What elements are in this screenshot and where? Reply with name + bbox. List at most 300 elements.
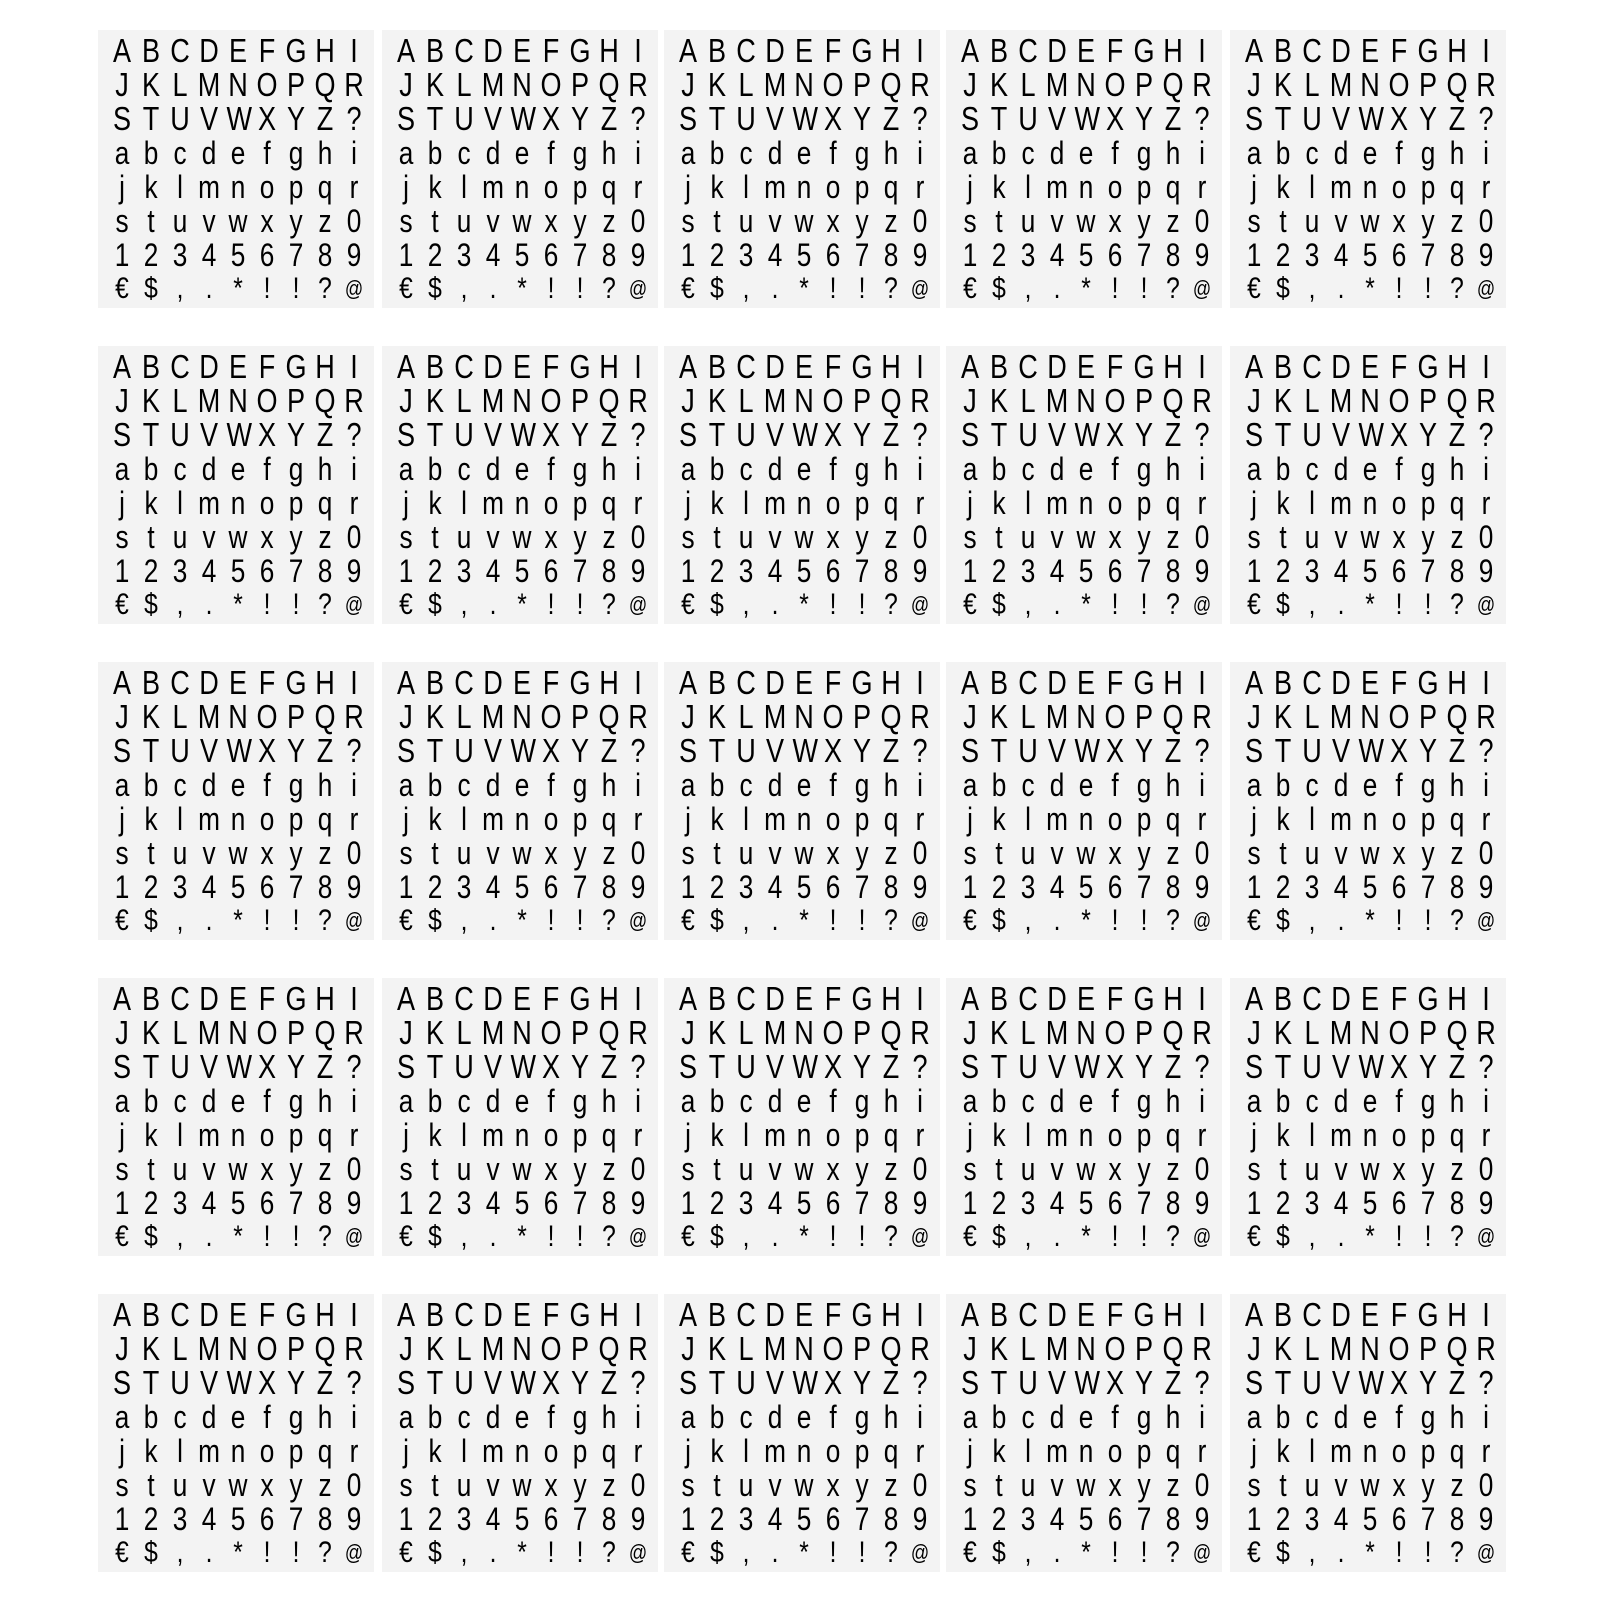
sticker-glyph: a <box>1246 767 1262 803</box>
sticker-glyph: 1 <box>680 869 696 905</box>
sticker-glyph: 8 <box>883 1501 899 1537</box>
sticker-glyph: c <box>1305 451 1319 487</box>
sticker-glyph: F <box>1106 1296 1124 1333</box>
sticker-glyph: 7 <box>1136 237 1152 273</box>
sticker-glyph: K <box>141 1330 161 1367</box>
sticker-row <box>956 1186 1216 1220</box>
sticker-glyph: w <box>1360 519 1380 555</box>
sticker-glyph: 3 <box>456 869 472 905</box>
sticker-glyph: d <box>201 135 217 171</box>
sticker-glyph: H <box>1163 348 1183 385</box>
sticker-glyph: € <box>399 272 413 305</box>
sticker-glyph: x <box>544 203 558 239</box>
sticker-glyph: ! <box>547 1536 555 1569</box>
sticker-row <box>956 554 1216 588</box>
sticker-glyph: , <box>176 1536 184 1569</box>
sticker-glyph: f <box>547 451 555 487</box>
sticker-glyph: K <box>425 66 445 103</box>
sticker-glyph: V <box>1331 416 1351 453</box>
sticker-glyph: x <box>1108 1467 1122 1503</box>
sticker-row <box>392 384 652 418</box>
sticker-row <box>956 452 1216 486</box>
sticker-glyph: c <box>739 135 753 171</box>
sticker-glyph: A <box>960 980 980 1017</box>
sticker-glyph: j <box>1251 1433 1257 1469</box>
sticker-glyph: u <box>456 1467 472 1503</box>
sticker-glyph: D <box>1047 348 1067 385</box>
sticker-glyph: y <box>573 519 587 555</box>
sticker-glyph: v <box>1334 1467 1348 1503</box>
sticker-glyph: A <box>112 664 132 701</box>
sticker-glyph: A <box>1244 980 1264 1017</box>
sticker-glyph: T <box>708 732 726 769</box>
sticker-glyph: m <box>1046 1433 1068 1469</box>
sticker-sheet <box>1230 346 1506 624</box>
sticker-glyph: N <box>794 1014 814 1051</box>
sticker-row <box>392 520 652 554</box>
sticker-glyph: Z <box>1448 1048 1466 1085</box>
sticker-row <box>674 34 934 68</box>
sticker-glyph: 4 <box>1333 869 1349 905</box>
sticker-glyph: J <box>399 1330 413 1367</box>
sticker-glyph: K <box>707 382 727 419</box>
sticker-glyph: h <box>317 135 333 171</box>
sticker-sheet <box>382 346 658 624</box>
sticker-glyph: X <box>541 100 561 137</box>
sticker-glyph: Q <box>314 382 336 419</box>
sticker-glyph: $ <box>144 1220 158 1253</box>
sticker-glyph: 3 <box>172 553 188 589</box>
sticker-glyph: B <box>1273 664 1293 701</box>
sticker-glyph: Y <box>1418 1048 1438 1085</box>
sticker-glyph: K <box>425 698 445 735</box>
sticker-row <box>108 418 368 452</box>
sticker-glyph: ? <box>884 904 898 937</box>
sticker-glyph: Z <box>1164 1048 1182 1085</box>
sticker-glyph: e <box>1078 767 1094 803</box>
sticker-glyph: p <box>1136 801 1152 837</box>
sticker-glyph: 9 <box>912 553 928 589</box>
sticker-glyph: O <box>256 382 278 419</box>
sticker-glyph: I <box>1482 32 1490 69</box>
sticker-glyph: h <box>883 1399 899 1435</box>
sticker-glyph: h <box>883 767 899 803</box>
sticker-glyph: s <box>963 519 977 555</box>
sticker-glyph: o <box>1391 1433 1407 1469</box>
sticker-glyph: O <box>1388 1330 1410 1367</box>
sticker-glyph: A <box>1244 664 1264 701</box>
sticker-glyph: g <box>1420 135 1436 171</box>
sticker-glyph: S <box>112 100 132 137</box>
sticker-row <box>956 520 1216 554</box>
sticker-glyph: G <box>851 32 873 69</box>
sticker-glyph: L <box>172 1014 188 1051</box>
sticker-glyph: Q <box>1162 66 1184 103</box>
sticker-glyph: 5 <box>230 1185 246 1221</box>
sticker-glyph: U <box>170 1048 190 1085</box>
sticker-glyph: w <box>512 1467 532 1503</box>
sticker-row <box>674 666 934 700</box>
sticker-glyph: r <box>349 1117 359 1153</box>
sticker-glyph: O <box>540 1330 562 1367</box>
sticker-glyph: L <box>1020 1330 1036 1367</box>
sticker-glyph: q <box>1449 1117 1465 1153</box>
sticker-glyph: 6 <box>1391 1501 1407 1537</box>
sticker-glyph: 0 <box>346 1151 362 1187</box>
sticker-glyph: Y <box>286 100 306 137</box>
sticker-glyph: y <box>573 1151 587 1187</box>
sticker-glyph: ! <box>858 1536 866 1569</box>
sticker-glyph: @ <box>1192 908 1212 933</box>
sticker-glyph: ? <box>1166 272 1180 305</box>
sticker-glyph: 7 <box>572 237 588 273</box>
sticker-glyph: l <box>177 1433 183 1469</box>
sticker-glyph: T <box>990 1364 1008 1401</box>
sticker-glyph: S <box>112 1048 132 1085</box>
sticker-glyph: a <box>398 451 414 487</box>
sticker-glyph: v <box>1050 835 1064 871</box>
sticker-glyph: w <box>1076 519 1096 555</box>
sticker-glyph: a <box>962 1399 978 1435</box>
sticker-glyph: c <box>457 1083 471 1119</box>
sticker-glyph: i <box>917 1083 923 1119</box>
sticker-glyph: q <box>601 485 617 521</box>
sticker-glyph: u <box>1020 1467 1036 1503</box>
sticker-glyph: c <box>739 1083 753 1119</box>
sticker-row <box>674 904 934 938</box>
sticker-glyph: ? <box>318 1220 332 1253</box>
sticker-glyph: E <box>512 1296 532 1333</box>
sticker-glyph: Q <box>314 1014 336 1051</box>
sticker-sheet <box>664 1294 940 1572</box>
sticker-glyph: g <box>1136 451 1152 487</box>
sticker-glyph: T <box>426 1048 444 1085</box>
sticker-glyph: c <box>173 1399 187 1435</box>
sticker-glyph: y <box>1421 519 1435 555</box>
sticker-glyph: € <box>399 1536 413 1569</box>
sticker-glyph: H <box>1447 664 1467 701</box>
sticker-row <box>1240 384 1500 418</box>
sticker-glyph: @ <box>1476 1540 1496 1565</box>
sticker-glyph: I <box>1482 664 1490 701</box>
sticker-glyph: p <box>1136 1117 1152 1153</box>
sticker-glyph: ! <box>1424 904 1432 937</box>
sticker-glyph: P <box>1418 1014 1438 1051</box>
sticker-glyph: 8 <box>317 1185 333 1221</box>
sticker-glyph: c <box>739 1399 753 1435</box>
sticker-glyph: n <box>514 1433 530 1469</box>
sticker-glyph: € <box>1247 1536 1261 1569</box>
sticker-glyph: n <box>1078 485 1094 521</box>
sticker-glyph: ? <box>1166 904 1180 937</box>
sticker-glyph: i <box>351 1399 357 1435</box>
sticker-glyph: 8 <box>601 237 617 273</box>
sticker-glyph: I <box>634 348 642 385</box>
sticker-glyph: E <box>228 348 248 385</box>
sticker-glyph: O <box>1104 382 1126 419</box>
sticker-glyph: H <box>1447 32 1467 69</box>
sticker-glyph: $ <box>1276 1536 1290 1569</box>
sticker-glyph: J <box>115 1330 129 1367</box>
sticker-glyph: 0 <box>630 1467 646 1503</box>
sticker-glyph: A <box>960 664 980 701</box>
sticker-glyph: J <box>115 382 129 419</box>
sticker-glyph: J <box>399 66 413 103</box>
sticker-glyph: 1 <box>114 1185 130 1221</box>
sticker-glyph: i <box>635 1083 641 1119</box>
sticker-glyph: s <box>1247 519 1261 555</box>
sticker-glyph: @ <box>1192 592 1212 617</box>
sticker-glyph: I <box>916 348 924 385</box>
sticker-glyph: y <box>1421 1467 1435 1503</box>
sticker-glyph: @ <box>1476 276 1496 301</box>
sticker-row <box>674 1502 934 1536</box>
sticker-sheet <box>1230 30 1506 308</box>
sticker-glyph: R <box>910 698 930 735</box>
sticker-glyph: D <box>483 32 503 69</box>
sticker-glyph: Y <box>852 100 872 137</box>
sticker-glyph: a <box>114 135 130 171</box>
sticker-glyph: W <box>1074 1048 1101 1085</box>
sticker-glyph: 4 <box>767 1185 783 1221</box>
sticker-glyph: K <box>425 1014 445 1051</box>
sticker-glyph: y <box>289 203 303 239</box>
sticker-glyph: 9 <box>1194 1185 1210 1221</box>
sticker-glyph: O <box>256 698 278 735</box>
sticker-glyph: 9 <box>912 1501 928 1537</box>
sticker-glyph: A <box>396 1296 416 1333</box>
sticker-glyph: D <box>199 348 219 385</box>
sticker-glyph: P <box>570 1014 590 1051</box>
sticker-row <box>1240 870 1500 904</box>
sticker-glyph: R <box>1476 1014 1496 1051</box>
sticker-glyph: 6 <box>825 869 841 905</box>
sticker-sheet <box>664 30 940 308</box>
sticker-glyph: S <box>678 416 698 453</box>
sticker-glyph: i <box>351 135 357 171</box>
sticker-glyph: i <box>635 451 641 487</box>
sticker-glyph: E <box>1360 980 1380 1017</box>
sticker-glyph: ? <box>884 1220 898 1253</box>
sticker-row <box>1240 802 1500 836</box>
sticker-glyph: T <box>708 416 726 453</box>
sticker-glyph: s <box>399 1151 413 1187</box>
sticker-glyph: K <box>1273 698 1293 735</box>
sticker-glyph: L <box>738 698 754 735</box>
sticker-glyph: E <box>1360 1296 1380 1333</box>
sticker-glyph: c <box>1021 1083 1035 1119</box>
sticker-glyph: T <box>142 416 160 453</box>
sticker-glyph: u <box>1020 1151 1036 1187</box>
sticker-row <box>674 1118 934 1152</box>
sticker-glyph: r <box>1197 801 1207 837</box>
sticker-row <box>1240 1016 1500 1050</box>
sticker-glyph: @ <box>910 908 930 933</box>
sticker-glyph: X <box>1389 416 1409 453</box>
sticker-glyph: x <box>1392 203 1406 239</box>
sticker-row <box>392 700 652 734</box>
sticker-glyph: K <box>141 698 161 735</box>
sticker-glyph: U <box>454 1364 474 1401</box>
sticker-glyph: 7 <box>572 869 588 905</box>
sticker-glyph: t <box>713 1151 721 1187</box>
sticker-glyph: w <box>794 203 814 239</box>
sticker-glyph: m <box>482 485 504 521</box>
sticker-glyph: . <box>1053 1220 1061 1253</box>
sticker-glyph: ? <box>1194 732 1210 769</box>
sticker-row <box>1240 1298 1500 1332</box>
sticker-glyph: 4 <box>485 869 501 905</box>
sticker-glyph: ! <box>829 1536 837 1569</box>
sticker-glyph: L <box>738 1330 754 1367</box>
sticker-glyph: f <box>1111 135 1119 171</box>
sticker-row <box>392 452 652 486</box>
sticker-glyph: v <box>1334 203 1348 239</box>
sticker-glyph: F <box>824 980 842 1017</box>
sticker-glyph: € <box>399 588 413 621</box>
sticker-glyph: c <box>173 451 187 487</box>
sticker-glyph: a <box>962 767 978 803</box>
sticker-glyph: A <box>678 32 698 69</box>
sticker-glyph: ? <box>884 1536 898 1569</box>
sticker-row <box>674 1468 934 1502</box>
sticker-glyph: 1 <box>398 869 414 905</box>
sticker-glyph: h <box>1165 767 1181 803</box>
sticker-glyph: Q <box>1162 382 1184 419</box>
sticker-glyph: u <box>456 835 472 871</box>
sticker-glyph: q <box>601 801 617 837</box>
sticker-glyph: , <box>742 272 750 305</box>
sticker-glyph: * <box>233 904 243 937</box>
sticker-glyph: U <box>454 100 474 137</box>
sticker-row <box>674 1536 934 1570</box>
sticker-glyph: X <box>1389 732 1409 769</box>
sticker-glyph: D <box>1047 32 1067 69</box>
sticker-glyph: f <box>1111 451 1119 487</box>
sticker-glyph: 6 <box>543 1501 559 1537</box>
sticker-glyph: , <box>176 904 184 937</box>
sticker-glyph: 0 <box>912 1151 928 1187</box>
sticker-glyph: D <box>1047 980 1067 1017</box>
sticker-glyph: o <box>543 1117 559 1153</box>
sticker-glyph: E <box>794 32 814 69</box>
sticker-glyph: Q <box>1446 1014 1468 1051</box>
sticker-sheet <box>98 346 374 624</box>
sticker-glyph: f <box>547 767 555 803</box>
sticker-glyph: G <box>569 1296 591 1333</box>
sticker-glyph: G <box>285 32 307 69</box>
sticker-glyph: i <box>917 451 923 487</box>
sticker-glyph: u <box>172 1467 188 1503</box>
sticker-row <box>1240 136 1500 170</box>
sticker-glyph: z <box>318 835 332 871</box>
sticker-glyph: A <box>960 1296 980 1333</box>
sticker-row <box>108 554 368 588</box>
sticker-glyph: b <box>1275 1083 1291 1119</box>
sticker-glyph: $ <box>992 904 1006 937</box>
sticker-glyph: b <box>991 767 1007 803</box>
sticker-sheet <box>946 1294 1222 1572</box>
sticker-glyph: r <box>1481 1117 1491 1153</box>
sticker-glyph: o <box>825 169 841 205</box>
sticker-glyph: p <box>1420 1117 1436 1153</box>
sticker-glyph: 0 <box>630 1151 646 1187</box>
sticker-glyph: ! <box>576 588 584 621</box>
sticker-glyph: S <box>960 1048 980 1085</box>
sticker-glyph: 6 <box>543 869 559 905</box>
sticker-glyph: 7 <box>572 1185 588 1221</box>
sticker-glyph: B <box>989 664 1009 701</box>
sticker-glyph: z <box>884 835 898 871</box>
sticker-glyph: N <box>512 698 532 735</box>
sticker-glyph: I <box>1198 348 1206 385</box>
sticker-glyph: M <box>1045 382 1069 419</box>
sticker-glyph: S <box>1244 100 1264 137</box>
sticker-glyph: Y <box>1418 100 1438 137</box>
sticker-row <box>674 870 934 904</box>
sticker-glyph: 2 <box>991 553 1007 589</box>
sticker-row <box>956 1016 1216 1050</box>
sticker-glyph: k <box>144 801 158 837</box>
sticker-glyph: $ <box>992 1536 1006 1569</box>
sticker-glyph: M <box>197 1330 221 1367</box>
sticker-glyph: A <box>678 664 698 701</box>
sticker-glyph: ? <box>602 588 616 621</box>
sticker-glyph: * <box>1081 588 1091 621</box>
sticker-glyph: 5 <box>514 1501 530 1537</box>
sticker-glyph: Y <box>570 100 590 137</box>
sticker-glyph: e <box>1362 767 1378 803</box>
sticker-glyph: s <box>1247 835 1261 871</box>
sticker-row <box>392 1118 652 1152</box>
sticker-glyph: F <box>1390 664 1408 701</box>
sticker-row <box>392 1220 652 1254</box>
sticker-glyph: E <box>1360 348 1380 385</box>
sticker-glyph: Z <box>1164 416 1182 453</box>
sticker-glyph: 4 <box>485 237 501 273</box>
sticker-glyph: I <box>1198 32 1206 69</box>
sticker-glyph: e <box>1362 1083 1378 1119</box>
sticker-glyph: u <box>1304 1151 1320 1187</box>
sticker-glyph: N <box>512 1014 532 1051</box>
sticker-glyph: $ <box>1276 904 1290 937</box>
sticker-glyph: L <box>1020 66 1036 103</box>
sticker-glyph: e <box>1078 1083 1094 1119</box>
sticker-glyph: K <box>1273 1014 1293 1051</box>
sticker-glyph: E <box>794 980 814 1017</box>
sticker-glyph: h <box>1165 135 1181 171</box>
sticker-glyph: R <box>344 382 364 419</box>
sticker-row <box>392 904 652 938</box>
sticker-glyph: P <box>286 66 306 103</box>
sticker-glyph: 6 <box>1391 1185 1407 1221</box>
sticker-glyph: D <box>483 980 503 1017</box>
sticker-glyph: 0 <box>1194 835 1210 871</box>
sticker-sheet <box>1230 662 1506 940</box>
sticker-row <box>1240 554 1500 588</box>
sticker-glyph: T <box>990 100 1008 137</box>
sticker-glyph: m <box>482 1433 504 1469</box>
sticker-glyph: 9 <box>912 237 928 273</box>
sticker-glyph: S <box>678 100 698 137</box>
sticker-glyph: h <box>1449 1083 1465 1119</box>
sticker-glyph: a <box>680 135 696 171</box>
sticker-glyph: t <box>995 1151 1003 1187</box>
sticker-glyph: o <box>1107 1117 1123 1153</box>
sticker-glyph: t <box>1279 1467 1287 1503</box>
sticker-glyph: O <box>1388 1014 1410 1051</box>
sticker-row <box>108 1152 368 1186</box>
